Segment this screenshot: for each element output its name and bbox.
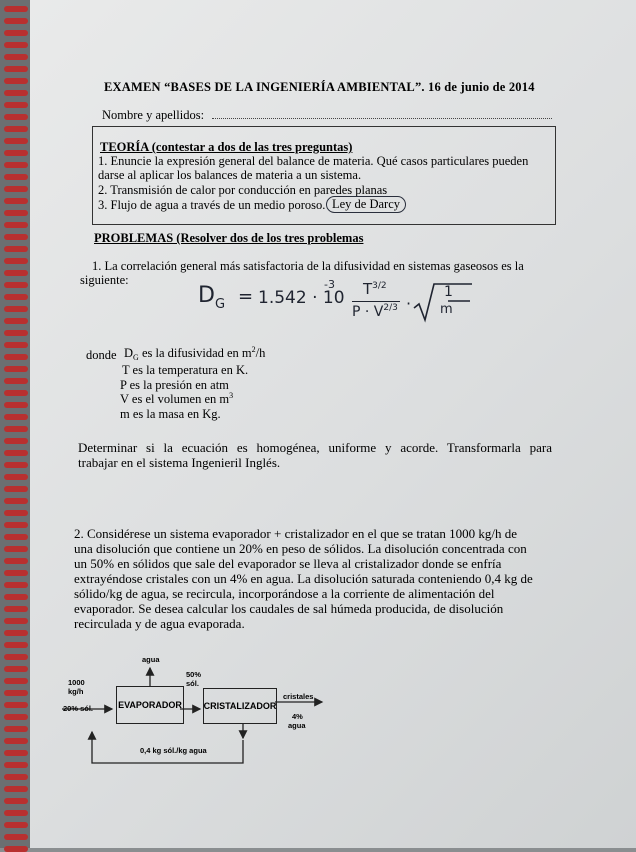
spiral-ring: [4, 390, 28, 396]
spiral-ring: [4, 30, 28, 36]
spiral-ring: [4, 306, 28, 312]
spiral-ring: [4, 414, 28, 420]
variable-v-text: V es el volumen en m: [120, 392, 230, 406]
problem-1-task-line-2: trabajar en el sistema Ingenieril Inglés.: [78, 455, 281, 470]
spiral-ring: [4, 702, 28, 708]
variable-d: [124, 346, 265, 361]
spiral-ring: [4, 78, 28, 84]
spiral-ring: [4, 102, 28, 108]
spiral-ring: [4, 138, 28, 144]
variable-d-text: es la difusividad en m: [141, 346, 252, 360]
variable-m: m es la masa en Kg.: [120, 407, 221, 421]
spiral-ring: [4, 690, 28, 696]
formula-root-denominator: m: [440, 302, 453, 317]
spiral-ring: [4, 270, 28, 276]
theory-question-3: 3. Flujo de agua a través de un medio poroso.: [98, 198, 326, 212]
exam-title: EXAMEN “BASES DE LA INGENIERÍA AMBIENTAL”. 16 de junio de 2014: [104, 80, 535, 94]
spiral-ring: [4, 498, 28, 504]
spiral-ring: [4, 738, 28, 744]
variable-d-exponent: 2: [251, 345, 256, 354]
variable-t: T es la temperatura en K.: [122, 363, 249, 377]
formula-lhs-symbol: D: [198, 283, 215, 308]
spiral-ring: [4, 18, 28, 24]
spiral-ring: [4, 834, 28, 840]
feed-flow-label: 1000: [68, 678, 85, 687]
spiral-ring: [4, 354, 28, 360]
spiral-ring: [4, 534, 28, 540]
formula-lhs-subscript: G: [214, 297, 226, 312]
spiral-ring: [4, 678, 28, 684]
problem-2-line-3: un 50% en sólidos que sale del evaporador se lleva al cristalizador donde se enfría: [74, 556, 502, 571]
recycle-label: 0,4 kg sól./kg agua: [140, 746, 207, 755]
spiral-ring: [4, 618, 28, 624]
spiral-ring: [4, 606, 28, 612]
spiral-ring: [4, 462, 28, 468]
formula-equals: =: [238, 286, 254, 307]
formula-fraction-bar: [352, 301, 400, 302]
formula-lhs: [198, 283, 226, 312]
variable-d-subscript: G: [133, 353, 139, 362]
spiral-ring: [4, 558, 28, 564]
spiral-ring: [4, 54, 28, 60]
variables-where: donde: [86, 348, 117, 362]
concentrate-pct-label: 50%: [186, 670, 202, 679]
spiral-ring: [4, 66, 28, 72]
problem-2-line-1: 2. Considérese un sistema evaporador + cristalizador en el que se tratan 1000 kg/h de: [74, 526, 518, 541]
spiral-ring: [4, 570, 28, 576]
spiral-ring: [4, 486, 28, 492]
spiral-ring: [4, 846, 28, 852]
spiral-ring: [4, 822, 28, 828]
spiral-ring: [4, 198, 28, 204]
spiral-ring: [4, 798, 28, 804]
spiral-ring: [4, 510, 28, 516]
spiral-ring: [4, 162, 28, 168]
spiral-ring: [4, 186, 28, 192]
spiral-ring: [4, 210, 28, 216]
spiral-ring: [4, 714, 28, 720]
formula-denominator: [352, 304, 398, 320]
formula-coefficient: 1.542 · 10: [258, 288, 345, 308]
spiral-ring: [4, 366, 28, 372]
spiral-ring: [4, 378, 28, 384]
spiral-ring: [4, 426, 28, 432]
spiral-ring: [4, 522, 28, 528]
spiral-ring: [4, 402, 28, 408]
problem-2-line-6: evaporador. Se desea calcular los caudales de sal húmeda producida, de disolución: [74, 601, 504, 616]
spiral-ring: [4, 246, 28, 252]
spiral-ring: [4, 126, 28, 132]
problems-heading: PROBLEMAS (Resolver dos de los tres problemas: [94, 231, 364, 245]
problem-1-intro-line-2: siguiente:: [80, 273, 129, 287]
spiral-ring: [4, 342, 28, 348]
spiral-ring: [4, 654, 28, 660]
spiral-ring: [4, 42, 28, 48]
formula-root-numerator: 1: [444, 284, 453, 300]
formula-numerator: [363, 280, 387, 298]
crystals-label: cristales: [283, 692, 314, 701]
feed-unit-label: kg/h: [68, 687, 84, 696]
formula-denominator-exponent: 2/3: [383, 303, 398, 313]
formula-dot: ·: [406, 294, 412, 313]
water-out-label: agua: [142, 655, 160, 664]
problem-2-line-7: recirculada y de agua evaporada.: [74, 616, 245, 631]
evaporator-box: EVAPORADOR: [116, 686, 184, 724]
formula-numerator-exponent: 3/2: [372, 281, 387, 291]
name-dotted-line: [212, 118, 552, 119]
crystals-water-pct-label: 4%: [292, 712, 303, 721]
spiral-ring: [4, 642, 28, 648]
theory-question-1-line-1: 1. Enuncie la expresión general del balance de materia. Qué casos particulares pueden: [98, 154, 529, 168]
spiral-ring: [4, 174, 28, 180]
spiral-ring: [4, 6, 28, 12]
spiral-ring: [4, 786, 28, 792]
theory-question-1-line-2: darse al aplicar los balances de materia a un sistema.: [98, 168, 362, 182]
name-label: Nombre y apellidos:: [102, 108, 205, 122]
variable-v-exponent: 3: [229, 391, 234, 400]
spiral-ring: [4, 582, 28, 588]
problem-1-intro-line-1: 1. La correlación general más satisfactoria de la difusividad en sistemas gaseosos es la: [92, 259, 524, 273]
spiral-ring: [4, 450, 28, 456]
variable-d-unit-tail: /h: [255, 346, 266, 360]
spiral-ring: [4, 258, 28, 264]
variable-d-symbol: D: [124, 346, 134, 360]
spiral-ring: [4, 474, 28, 480]
crystals-water-label: agua: [288, 721, 306, 730]
spiral-ring: [4, 726, 28, 732]
theory-question-2: 2. Transmisión de calor por conducción en paredes planas: [98, 183, 388, 197]
problem-1-task-line-1: Determinar si la ecuación es homogénea, uniforme y acorde. Transformarla para: [78, 440, 552, 455]
formula-exponent: -3: [324, 278, 335, 291]
spiral-ring: [4, 222, 28, 228]
spiral-ring: [4, 546, 28, 552]
variable-v: [120, 392, 233, 407]
spiral-ring: [4, 666, 28, 672]
spiral-ring: [4, 282, 28, 288]
spiral-ring: [4, 594, 28, 600]
spiral-ring: [4, 150, 28, 156]
spiral-ring: [4, 294, 28, 300]
spiral-ring: [4, 762, 28, 768]
formula-denominator-symbol: P · V: [352, 304, 384, 320]
spiral-ring: [4, 630, 28, 636]
feed-solids-label: 20% sól.: [63, 704, 94, 713]
notebook-spiral: [0, 0, 30, 848]
spiral-ring: [4, 114, 28, 120]
problem-2-line-4: extrayéndose cristales con un 4% en agua. La disolución saturada conteniendo 0,4 kg de: [74, 571, 533, 586]
spiral-ring: [4, 90, 28, 96]
concentrate-unit-label: sól.: [186, 679, 199, 688]
spiral-ring: [4, 750, 28, 756]
problem-2-line-2: una disolución que contiene un 20% en peso de sólidos. La disolución concentrada con: [74, 541, 527, 556]
theory-heading: TEORÍA (contestar a dos de las tres preguntas): [100, 140, 353, 154]
spiral-ring: [4, 438, 28, 444]
spiral-ring: [4, 318, 28, 324]
variable-p: P es la presión en atm: [120, 378, 229, 392]
theory-question-3-handwritten-note: Ley de Darcy: [326, 196, 406, 213]
spiral-ring: [4, 810, 28, 816]
formula-numerator-symbol: T: [363, 280, 373, 298]
spiral-ring: [4, 234, 28, 240]
problem-2-line-5: sólido/kg de agua, se recircula, incorporándose a la corriente de alimentación del: [74, 586, 495, 601]
crystallizer-box: CRISTALIZADOR: [203, 688, 277, 724]
spiral-ring: [4, 774, 28, 780]
spiral-ring: [4, 330, 28, 336]
